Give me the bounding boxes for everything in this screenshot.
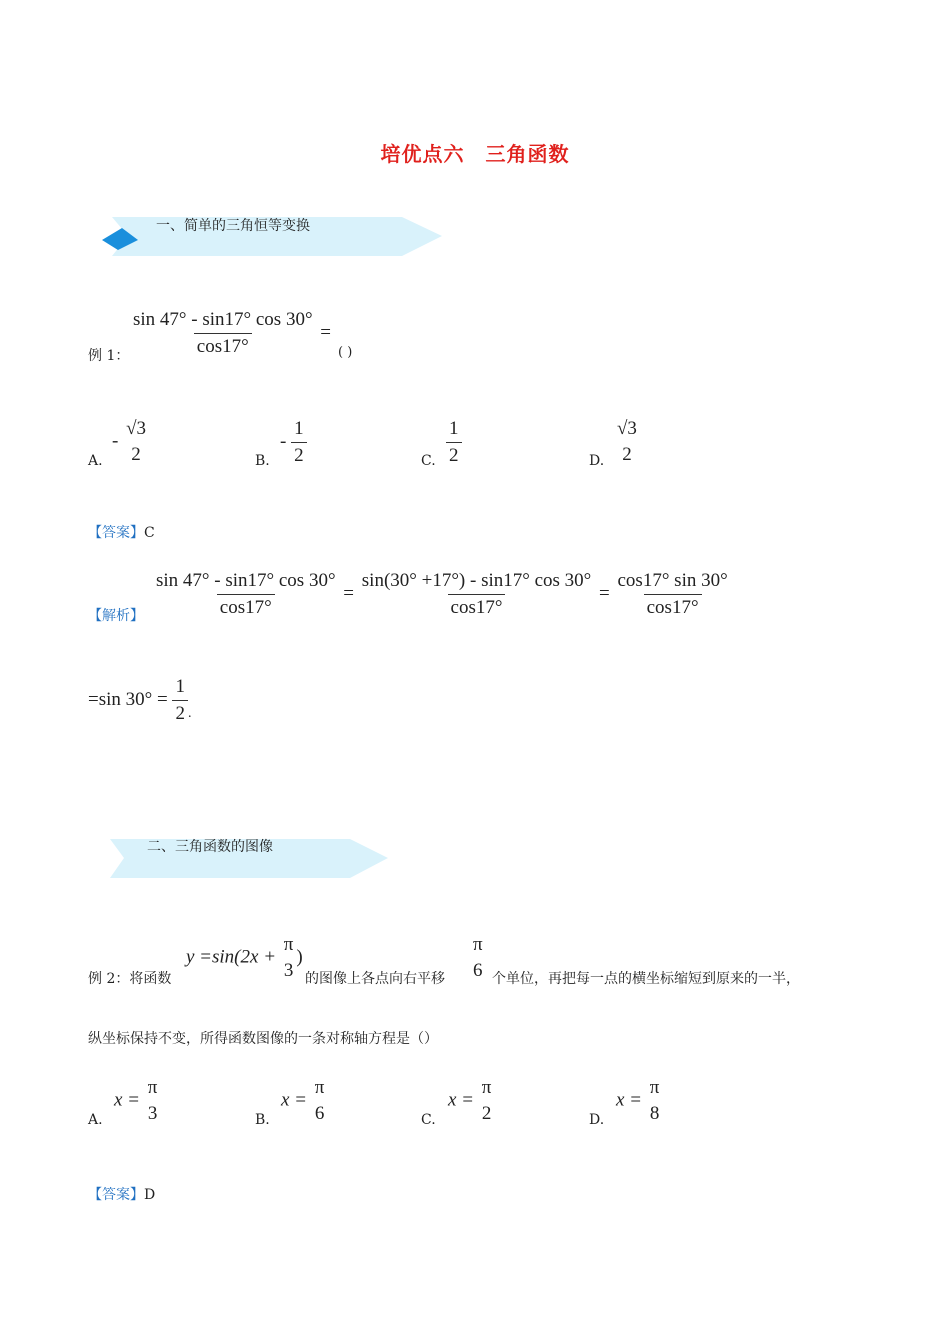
ex1-denominator: cos17° <box>194 333 252 358</box>
analysis-final-num: 1 <box>175 676 185 697</box>
ex1-option-c-label: C. <box>421 453 436 469</box>
ex1-analysis-expression <box>153 570 731 619</box>
ex2-option-a-value <box>114 1077 160 1125</box>
ex1-option-d-label: D. <box>589 453 605 469</box>
ex2-text-1: 的图像上各点向右平移 <box>305 971 445 987</box>
analysis-step1-den: cos17° <box>217 594 275 619</box>
analysis-equals-2: = <box>599 582 610 604</box>
ex2-option-c-den: 2 <box>481 1103 492 1124</box>
ex2-function-left: y =sin(2x + <box>186 946 277 968</box>
analysis-step2-den: cos17° <box>448 594 506 619</box>
ex2-option-d-label: D. <box>589 1112 605 1128</box>
ex2-option-c-lhs: x = <box>448 1089 475 1111</box>
analysis-final-den: 2 <box>172 700 188 725</box>
example-2-label: 例 2：将函数 <box>88 971 172 987</box>
ex2-shift <box>470 934 486 982</box>
ex2-option-b-den: 6 <box>314 1103 325 1124</box>
ex1-answer-tag: 【答案】 <box>88 525 144 541</box>
ex1-answer-value: C <box>144 525 155 541</box>
ex1-option-b-num: 1 <box>294 418 304 439</box>
ex2-option-b-lhs: x = <box>281 1089 308 1111</box>
ex2-shift-num: π <box>473 934 483 955</box>
ex2-function-num: π <box>283 934 294 955</box>
analysis-step3-num: cos17° sin 30° <box>617 570 728 591</box>
ex2-option-c-num: π <box>481 1077 492 1098</box>
ex1-option-b-label: B. <box>255 453 270 469</box>
ex1-option-a-num: √3 <box>126 418 147 439</box>
ex1-analysis-tag: 【解析】 <box>88 608 144 624</box>
ex2-answer-row <box>88 1184 155 1204</box>
ex1-option-c-value <box>446 418 462 467</box>
section-1-heading: 一、简单的三角恒等变换 <box>156 218 310 234</box>
ex1-option-d-den: 2 <box>622 444 632 465</box>
ex2-option-d-value <box>616 1077 662 1125</box>
ex1-equals: = <box>320 321 332 343</box>
ex2-text-2: 个单位，再把每一点的横坐标缩短到原来的一半， <box>492 971 800 987</box>
ex1-answer-row <box>88 522 155 542</box>
analysis-step1-num: sin 47° - sin17° cos 30° <box>156 570 336 591</box>
ex2-option-a-num: π <box>147 1077 158 1098</box>
ex2-function-den: 3 <box>283 960 294 981</box>
section-2-heading: 二、三角函数的图像 <box>147 839 273 855</box>
ex1-option-a-den: 2 <box>131 444 141 465</box>
ex1-option-a-value <box>112 418 149 466</box>
ex1-option-c-den: 2 <box>446 442 462 467</box>
ex1-option-a-sign: - <box>112 430 119 452</box>
ex2-line-2: 纵坐标保持不变，所得函数图像的一条对称轴方程是（） <box>88 1031 438 1047</box>
ex2-option-a-den: 3 <box>147 1103 158 1124</box>
ex2-option-a-lhs: x = <box>114 1089 141 1111</box>
ex1-option-a-label: A. <box>88 453 103 469</box>
analysis-step3-den: cos17° <box>644 594 702 619</box>
ex2-option-b-value <box>281 1077 327 1125</box>
ex2-option-d-lhs: x = <box>616 1089 643 1111</box>
ex2-option-b-num: π <box>314 1077 325 1098</box>
ex1-option-c-num: 1 <box>449 418 459 439</box>
ex1-blank-paren: ( ) <box>338 345 353 360</box>
ex2-option-b-label: B. <box>255 1112 270 1128</box>
ex1-option-b-sign: - <box>280 430 287 452</box>
analysis-final-dot: . <box>187 705 192 721</box>
ex2-option-d-num: π <box>649 1077 660 1098</box>
ex1-analysis-final <box>88 676 191 725</box>
ex2-option-c-label: C. <box>421 1112 436 1128</box>
ex2-function-right: ) <box>296 946 303 968</box>
ex2-option-d-den: 8 <box>649 1103 660 1124</box>
ex2-option-c-value <box>448 1077 494 1125</box>
analysis-step2-num: sin(30° +17°) - sin17° cos 30° <box>361 570 592 591</box>
ex1-option-b-value <box>280 418 307 467</box>
ex2-shift-den: 6 <box>473 960 483 981</box>
ex2-function <box>186 934 303 982</box>
analysis-final-left: =sin 30° = <box>88 688 168 710</box>
page-title: 培优点六 三角函数 <box>380 142 570 166</box>
ex2-answer-value: D <box>144 1187 156 1203</box>
example-1-expression <box>130 309 331 358</box>
ex2-answer-tag: 【答案】 <box>88 1187 144 1203</box>
ex1-option-d-num: √3 <box>617 418 637 439</box>
ex1-option-b-den: 2 <box>291 442 307 467</box>
ex1-option-d-value <box>614 418 640 466</box>
ex2-option-a-label: A. <box>88 1112 103 1128</box>
analysis-equals-1: = <box>343 582 355 604</box>
ex1-numerator: sin 47° - sin17° cos 30° <box>133 309 313 330</box>
example-1-label: 例 1： <box>88 348 130 364</box>
